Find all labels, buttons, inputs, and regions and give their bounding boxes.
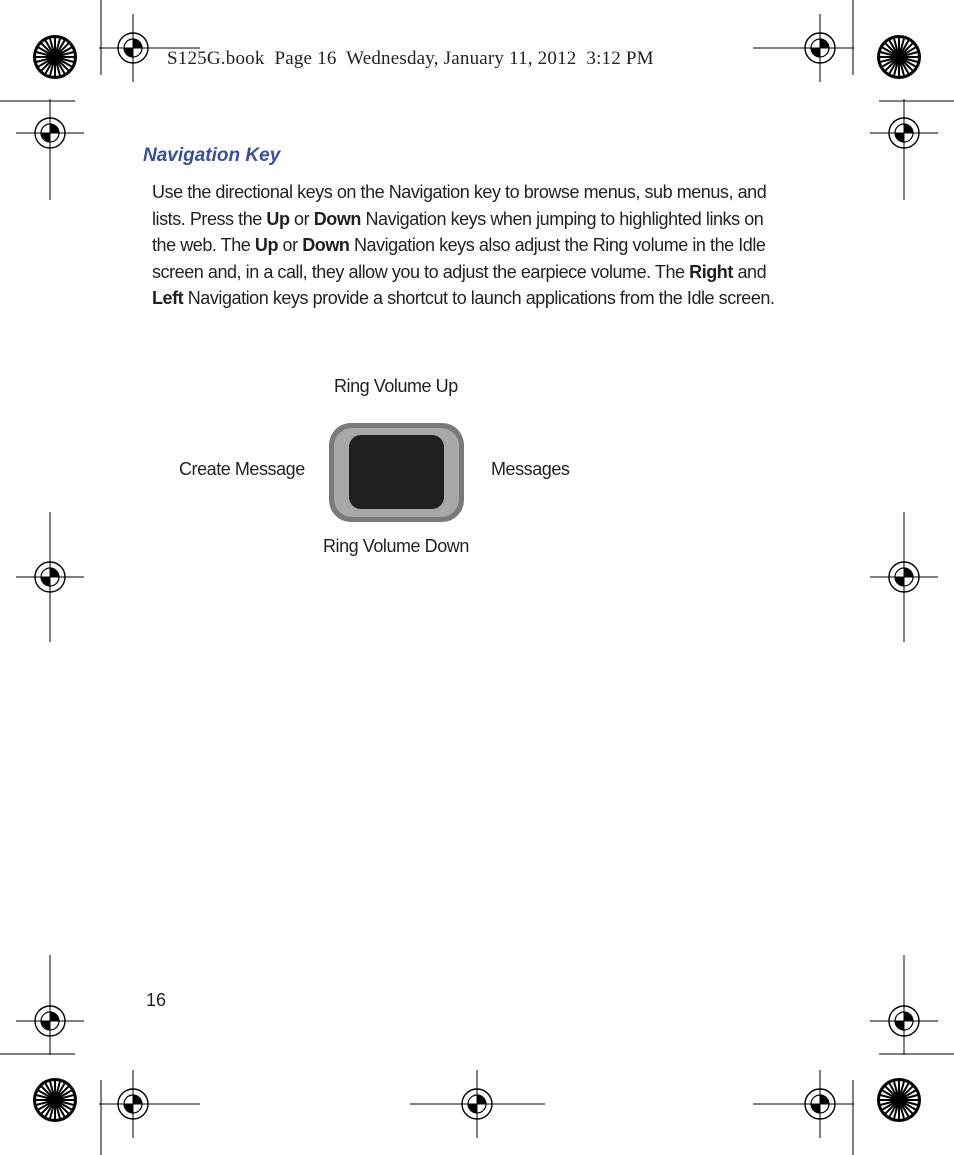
- body-line-2: [152, 206, 812, 233]
- label-ring-volume-down: Ring Volume Down: [323, 536, 469, 556]
- book-header: S125G.book Page 16 Wednesday, January 11, 2012 3:12 PM: [167, 48, 654, 69]
- body-text-span: or: [289, 208, 314, 229]
- label-create-message: Create Message: [179, 459, 305, 479]
- label-messages: Messages: [491, 459, 570, 479]
- body-line-3: [152, 232, 812, 259]
- navigation-key-icon: [328, 422, 465, 523]
- page-number: 16: [146, 990, 167, 1010]
- bold-key-up: Up: [266, 208, 290, 229]
- body-text-span: Navigation keys provide a shortcut to launch applications from the Idle screen.: [183, 288, 775, 309]
- body-line-4: [152, 259, 812, 286]
- bold-key-up: Up: [254, 235, 278, 256]
- section-title: Navigation Key: [143, 145, 281, 166]
- body-text-span: screen and, in a call, they allow you to adjust the earpiece volume. The: [152, 261, 690, 282]
- body-text-span: Navigation keys also adjust the Ring volume in the Idle: [349, 235, 766, 256]
- nav-key-center: [349, 435, 444, 509]
- body-text-span: Use the directional keys on the Navigation key to browse menus, sub menus, and: [152, 182, 767, 202]
- body-text-span: lists. Press the: [152, 208, 267, 229]
- body-text-span: or: [278, 235, 303, 256]
- body-text-span: the web. The: [152, 235, 255, 256]
- bold-key-left: Left: [152, 288, 184, 309]
- bold-key-right: Right: [689, 261, 733, 282]
- body-line-5: [152, 285, 812, 312]
- body-line-1: [152, 179, 812, 206]
- body-text-span: and: [732, 261, 767, 282]
- label-ring-volume-up: Ring Volume Up: [334, 376, 458, 396]
- body-text-span: Navigation keys when jumping to highlighted links on: [360, 208, 764, 229]
- bold-key-down: Down: [302, 235, 350, 256]
- section-body: [152, 179, 812, 312]
- bold-key-down: Down: [313, 208, 361, 229]
